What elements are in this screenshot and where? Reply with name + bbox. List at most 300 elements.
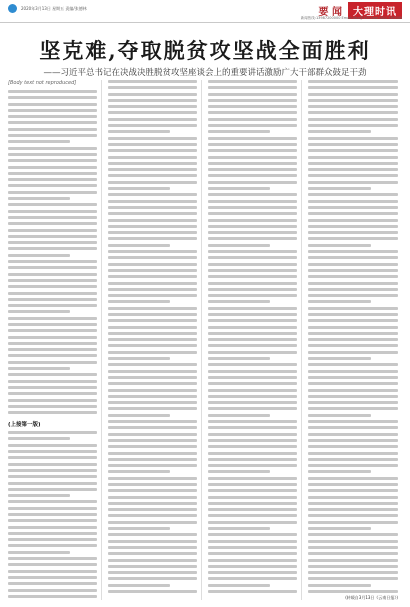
- text-line-placeholder: [308, 584, 371, 587]
- text-line-placeholder: [108, 470, 170, 473]
- text-line-placeholder: [8, 292, 97, 295]
- text-line-placeholder: [108, 86, 197, 89]
- text-line-placeholder: [308, 99, 398, 102]
- text-line-placeholder: [208, 300, 270, 303]
- text-line-placeholder: [308, 231, 398, 234]
- text-line-placeholder: [208, 256, 297, 259]
- column-4-lines: [308, 80, 398, 593]
- text-line-placeholder: [308, 307, 398, 310]
- text-line-placeholder: [308, 300, 371, 303]
- text-line-placeholder: [308, 395, 398, 398]
- article-subheadline: ——习近平总书记在决战决胜脱贫攻坚座谈会上的重要讲话激励广大干部群众鼓足干劲: [43, 68, 367, 78]
- text-line-placeholder: [108, 546, 197, 549]
- text-line-placeholder: [308, 565, 398, 568]
- text-line-placeholder: [8, 551, 70, 554]
- text-line-placeholder: [8, 90, 97, 93]
- text-line-placeholder: [8, 147, 97, 150]
- text-line-placeholder: [308, 514, 398, 517]
- text-line-placeholder: [208, 187, 270, 190]
- text-line-placeholder: [308, 80, 398, 83]
- text-line-placeholder: [208, 514, 297, 517]
- text-line-placeholder: [8, 532, 97, 535]
- text-line-placeholder: [8, 500, 97, 503]
- text-line-placeholder: [8, 166, 97, 169]
- text-line-placeholder: [108, 332, 197, 335]
- text-line-placeholder: [208, 590, 297, 593]
- text-line-placeholder: [208, 508, 297, 511]
- text-line-placeholder: [308, 351, 398, 354]
- text-line-placeholder: [308, 250, 398, 253]
- text-line-placeholder: [108, 477, 197, 480]
- text-line-placeholder: [308, 508, 398, 511]
- text-line-placeholder: [308, 143, 398, 146]
- text-line-placeholder: [108, 313, 197, 316]
- text-line-placeholder: [208, 80, 297, 83]
- masthead: [0, 0, 410, 23]
- text-line-placeholder: [308, 319, 398, 322]
- newspaper-brand: 大理时讯: [348, 2, 402, 19]
- text-line-placeholder: [8, 469, 97, 472]
- text-line-placeholder: [308, 344, 398, 347]
- issue-date: 2020年3月13日 星期五 责编/张德林: [21, 5, 87, 11]
- text-line-placeholder: [8, 260, 97, 263]
- text-line-placeholder: [108, 149, 197, 152]
- column-1-lines: [8, 90, 97, 600]
- text-line-placeholder: [8, 197, 70, 200]
- text-line-placeholder: [8, 482, 97, 485]
- text-line-placeholder: [208, 193, 297, 196]
- text-line-placeholder: [308, 288, 398, 291]
- continued-marker: (上接第一版): [8, 422, 41, 429]
- text-line-placeholder: [208, 288, 297, 291]
- text-line-placeholder: [108, 168, 197, 171]
- text-line-placeholder: [108, 300, 170, 303]
- text-line-placeholder: [208, 401, 297, 404]
- column-3-lines: [208, 80, 297, 593]
- text-line-placeholder: [8, 450, 97, 453]
- text-line-placeholder: [8, 437, 70, 440]
- text-line-placeholder: [108, 275, 197, 278]
- masthead-contact: 新闻热线:13987200000 Email:dlsx@163.com DALI SHIXUN: [300, 16, 402, 20]
- text-line-placeholder: [208, 111, 297, 114]
- text-line-placeholder: [208, 86, 297, 89]
- text-line-placeholder: [308, 433, 398, 436]
- text-line-placeholder: [308, 326, 398, 329]
- text-line-placeholder: [208, 174, 297, 177]
- column-2-lines: [108, 80, 197, 593]
- text-line-placeholder: [308, 559, 398, 562]
- text-line-placeholder: [108, 124, 197, 127]
- text-line-placeholder: [308, 496, 398, 499]
- text-line-placeholder: [8, 229, 97, 232]
- text-line-placeholder: [208, 445, 297, 448]
- text-line-placeholder: [108, 552, 197, 555]
- text-line-placeholder: [8, 210, 97, 213]
- text-line-placeholder: [8, 172, 97, 175]
- text-line-placeholder: [108, 288, 197, 291]
- text-line-placeholder: [8, 96, 97, 99]
- text-line-placeholder: [208, 420, 297, 423]
- text-line-placeholder: [208, 559, 297, 562]
- text-line-placeholder: [8, 563, 97, 566]
- text-line-placeholder: [308, 118, 398, 121]
- text-line-placeholder: [308, 282, 398, 285]
- text-line-placeholder: [108, 426, 197, 429]
- text-line-placeholder: [8, 336, 97, 339]
- text-line-placeholder: [208, 464, 297, 467]
- text-line-placeholder: [208, 426, 297, 429]
- text-line-placeholder: [108, 307, 197, 310]
- text-line-placeholder: [108, 389, 197, 392]
- text-line-placeholder: [8, 134, 97, 137]
- text-line-placeholder: [8, 203, 97, 206]
- text-line-placeholder: [108, 407, 197, 410]
- text-line-placeholder: [208, 357, 270, 360]
- text-line-placeholder: [208, 584, 270, 587]
- text-line-placeholder: [208, 105, 297, 108]
- text-line-placeholder: [8, 380, 97, 383]
- text-line-placeholder: [308, 105, 398, 108]
- text-line-placeholder: [108, 565, 197, 568]
- text-line-placeholder: [108, 143, 197, 146]
- text-line-placeholder: [108, 489, 197, 492]
- text-line-placeholder: [108, 187, 170, 190]
- text-line-placeholder: [108, 269, 197, 272]
- text-line-placeholder: [108, 577, 197, 580]
- text-line-placeholder: [308, 502, 398, 505]
- text-line-placeholder: [308, 376, 398, 379]
- text-line-placeholder: [8, 342, 97, 345]
- text-line-placeholder: [8, 570, 97, 573]
- text-line-placeholder: [108, 439, 197, 442]
- text-line-placeholder: [8, 178, 97, 181]
- text-line-placeholder: [8, 247, 97, 250]
- text-line-placeholder: [8, 488, 97, 491]
- text-line-placeholder: [208, 565, 297, 568]
- text-line-placeholder: [108, 452, 197, 455]
- text-line-placeholder: [8, 411, 97, 414]
- text-line-placeholder: [8, 115, 97, 118]
- text-line-placeholder: [108, 590, 197, 593]
- text-line-placeholder: [208, 489, 297, 492]
- text-line-placeholder: [8, 361, 97, 364]
- text-line-placeholder: [308, 275, 398, 278]
- text-line-placeholder: [308, 206, 398, 209]
- text-line-placeholder: [208, 319, 297, 322]
- text-line-placeholder: [108, 219, 197, 222]
- text-line-placeholder: [108, 433, 197, 436]
- text-line-placeholder: [308, 332, 398, 335]
- text-line-placeholder: [208, 130, 270, 133]
- text-line-placeholder: [8, 222, 97, 225]
- text-line-placeholder: [208, 269, 297, 272]
- text-line-placeholder: [208, 351, 297, 354]
- text-line-placeholder: [308, 357, 371, 360]
- text-line-placeholder: [108, 99, 197, 102]
- text-line-placeholder: [108, 508, 197, 511]
- text-line-placeholder: [108, 244, 170, 247]
- text-line-placeholder: [208, 439, 297, 442]
- text-line-placeholder: [208, 219, 297, 222]
- text-line-placeholder: [108, 200, 197, 203]
- text-line-placeholder: [308, 407, 398, 410]
- column-4: [308, 80, 402, 600]
- text-line-placeholder: [308, 527, 371, 530]
- text-line-placeholder: [208, 212, 297, 215]
- text-line-placeholder: [108, 464, 197, 467]
- text-line-placeholder: [108, 80, 197, 83]
- text-line-placeholder: [108, 559, 197, 562]
- text-line-placeholder: [108, 206, 197, 209]
- text-line-placeholder: [308, 452, 398, 455]
- body-note: [Body text not reproduced]: [8, 80, 77, 86]
- text-line-placeholder: [308, 552, 398, 555]
- text-line-placeholder: [108, 162, 197, 165]
- column-1: [8, 80, 102, 600]
- text-line-placeholder: [308, 156, 398, 159]
- text-line-placeholder: [208, 143, 297, 146]
- text-line-placeholder: [308, 401, 398, 404]
- text-line-placeholder: [108, 294, 197, 297]
- text-line-placeholder: [8, 191, 97, 194]
- text-line-placeholder: [208, 452, 297, 455]
- text-line-placeholder: [8, 386, 97, 389]
- text-line-placeholder: [308, 263, 398, 266]
- text-line-placeholder: [308, 540, 398, 543]
- text-line-placeholder: [108, 130, 170, 133]
- text-line-placeholder: [308, 458, 398, 461]
- text-line-placeholder: [208, 225, 297, 228]
- text-line-placeholder: [108, 282, 197, 285]
- text-line-placeholder: [208, 118, 297, 121]
- text-line-placeholder: [8, 304, 97, 307]
- text-line-placeholder: [208, 540, 297, 543]
- text-line-placeholder: [208, 326, 297, 329]
- text-line-placeholder: [8, 235, 97, 238]
- text-line-placeholder: [108, 256, 197, 259]
- text-line-placeholder: [8, 140, 70, 143]
- text-line-placeholder: [108, 420, 197, 423]
- text-line-placeholder: [8, 216, 97, 219]
- text-line-placeholder: [8, 526, 97, 529]
- text-line-placeholder: [108, 344, 197, 347]
- text-line-placeholder: [308, 338, 398, 341]
- text-line-placeholder: [8, 184, 97, 187]
- text-line-placeholder: [8, 456, 97, 459]
- text-line-placeholder: [308, 124, 398, 127]
- text-line-placeholder: [308, 187, 371, 190]
- text-line-placeholder: [108, 193, 197, 196]
- text-line-placeholder: [8, 431, 97, 434]
- text-line-placeholder: [308, 149, 398, 152]
- text-line-placeholder: [8, 298, 97, 301]
- text-line-placeholder: [108, 376, 197, 379]
- text-line-placeholder: [8, 576, 97, 579]
- text-line-placeholder: [308, 464, 398, 467]
- text-line-placeholder: [208, 307, 297, 310]
- text-line-placeholder: [8, 589, 97, 592]
- text-line-placeholder: [108, 357, 170, 360]
- text-line-placeholder: [108, 181, 197, 184]
- text-line-placeholder: [8, 159, 97, 162]
- text-line-placeholder: [208, 332, 297, 335]
- text-line-placeholder: [108, 137, 197, 140]
- text-line-placeholder: [208, 237, 297, 240]
- text-line-placeholder: [8, 519, 97, 522]
- text-line-placeholder: [8, 279, 97, 282]
- text-line-placeholder: [8, 582, 97, 585]
- text-line-placeholder: [108, 225, 197, 228]
- text-line-placeholder: [108, 319, 197, 322]
- text-line-placeholder: [108, 93, 197, 96]
- text-line-placeholder: [208, 282, 297, 285]
- text-line-placeholder: [8, 557, 97, 560]
- text-line-placeholder: [208, 376, 297, 379]
- text-line-placeholder: [8, 310, 70, 313]
- text-line-placeholder: [308, 294, 398, 297]
- text-line-placeholder: [208, 370, 297, 373]
- article-headline: 坚克难,夺取脱贫攻坚战全面胜利: [39, 38, 371, 63]
- text-line-placeholder: [308, 181, 398, 184]
- text-line-placeholder: [108, 540, 197, 543]
- text-line-placeholder: [308, 168, 398, 171]
- text-line-placeholder: [108, 414, 170, 417]
- text-line-placeholder: [208, 344, 297, 347]
- text-line-placeholder: [108, 326, 197, 329]
- text-line-placeholder: [308, 93, 398, 96]
- text-line-placeholder: [108, 382, 197, 385]
- text-line-placeholder: [208, 206, 297, 209]
- text-line-placeholder: [308, 420, 398, 423]
- article-body: [8, 80, 402, 600]
- text-line-placeholder: [208, 124, 297, 127]
- text-line-placeholder: [8, 405, 97, 408]
- text-line-placeholder: [208, 382, 297, 385]
- text-line-placeholder: [8, 323, 97, 326]
- text-line-placeholder: [208, 137, 297, 140]
- text-line-placeholder: [308, 162, 398, 165]
- text-line-placeholder: [8, 475, 97, 478]
- text-line-placeholder: [108, 401, 197, 404]
- text-line-placeholder: [8, 273, 97, 276]
- text-line-placeholder: [308, 521, 398, 524]
- text-line-placeholder: [8, 373, 97, 376]
- text-line-placeholder: [108, 338, 197, 341]
- text-line-placeholder: [108, 105, 197, 108]
- text-line-placeholder: [308, 225, 398, 228]
- text-line-placeholder: [208, 250, 297, 253]
- text-line-placeholder: [108, 351, 197, 354]
- text-line-placeholder: [308, 389, 398, 392]
- text-line-placeholder: [8, 513, 97, 516]
- text-line-placeholder: [208, 483, 297, 486]
- text-line-placeholder: [8, 121, 97, 124]
- text-line-placeholder: [308, 439, 398, 442]
- section-name: 要 闻: [318, 7, 342, 18]
- text-line-placeholder: [208, 275, 297, 278]
- column-2: [108, 80, 202, 600]
- masthead-left: [8, 4, 87, 13]
- text-line-placeholder: [208, 389, 297, 392]
- text-line-placeholder: [308, 477, 398, 480]
- text-line-placeholder: [308, 212, 398, 215]
- text-line-placeholder: [308, 313, 398, 316]
- text-line-placeholder: [108, 370, 197, 373]
- text-line-placeholder: [308, 269, 398, 272]
- text-line-placeholder: [208, 533, 297, 536]
- text-line-placeholder: [208, 414, 270, 417]
- text-line-placeholder: [8, 595, 97, 598]
- text-line-placeholder: [308, 426, 398, 429]
- text-line-placeholder: [308, 489, 398, 492]
- text-line-placeholder: [108, 118, 197, 121]
- text-line-placeholder: [208, 99, 297, 102]
- text-line-placeholder: [8, 392, 97, 395]
- text-line-placeholder: [8, 317, 97, 320]
- text-line-placeholder: [308, 590, 398, 593]
- text-line-placeholder: [208, 181, 297, 184]
- text-line-placeholder: [208, 502, 297, 505]
- text-line-placeholder: [308, 414, 371, 417]
- text-line-placeholder: [108, 483, 197, 486]
- text-line-placeholder: [308, 111, 398, 114]
- text-line-placeholder: [208, 363, 297, 366]
- text-line-placeholder: [108, 395, 197, 398]
- text-line-placeholder: [308, 174, 398, 177]
- text-line-placeholder: [108, 263, 197, 266]
- text-line-placeholder: [208, 552, 297, 555]
- text-line-placeholder: [208, 496, 297, 499]
- text-line-placeholder: [208, 244, 270, 247]
- text-line-placeholder: [208, 395, 297, 398]
- text-line-placeholder: [8, 153, 97, 156]
- text-line-placeholder: [308, 382, 398, 385]
- text-line-placeholder: [208, 338, 297, 341]
- text-line-placeholder: [108, 174, 197, 177]
- text-line-placeholder: [308, 200, 398, 203]
- text-line-placeholder: [8, 348, 97, 351]
- text-line-placeholder: [208, 263, 297, 266]
- text-line-placeholder: [308, 470, 371, 473]
- text-line-placeholder: [208, 571, 297, 574]
- text-line-placeholder: [308, 546, 398, 549]
- text-line-placeholder: [108, 363, 197, 366]
- text-line-placeholder: [8, 444, 97, 447]
- text-line-placeholder: [208, 156, 297, 159]
- text-line-placeholder: [8, 109, 97, 112]
- text-line-placeholder: [208, 458, 297, 461]
- text-line-placeholder: [108, 458, 197, 461]
- text-line-placeholder: [8, 266, 97, 269]
- text-line-placeholder: [208, 200, 297, 203]
- newspaper-logo-icon: [8, 4, 17, 13]
- text-line-placeholder: [8, 544, 97, 547]
- text-line-placeholder: [108, 527, 170, 530]
- text-line-placeholder: [108, 571, 197, 574]
- text-line-placeholder: [308, 193, 398, 196]
- text-line-placeholder: [8, 463, 97, 466]
- text-line-placeholder: [208, 407, 297, 410]
- text-line-placeholder: [308, 571, 398, 574]
- text-line-placeholder: [208, 527, 270, 530]
- text-line-placeholder: [108, 521, 197, 524]
- text-line-placeholder: [208, 470, 270, 473]
- column-3: [208, 80, 302, 600]
- text-line-placeholder: [308, 370, 398, 373]
- text-line-placeholder: [208, 477, 297, 480]
- text-line-placeholder: [208, 149, 297, 152]
- text-line-placeholder: [8, 399, 97, 402]
